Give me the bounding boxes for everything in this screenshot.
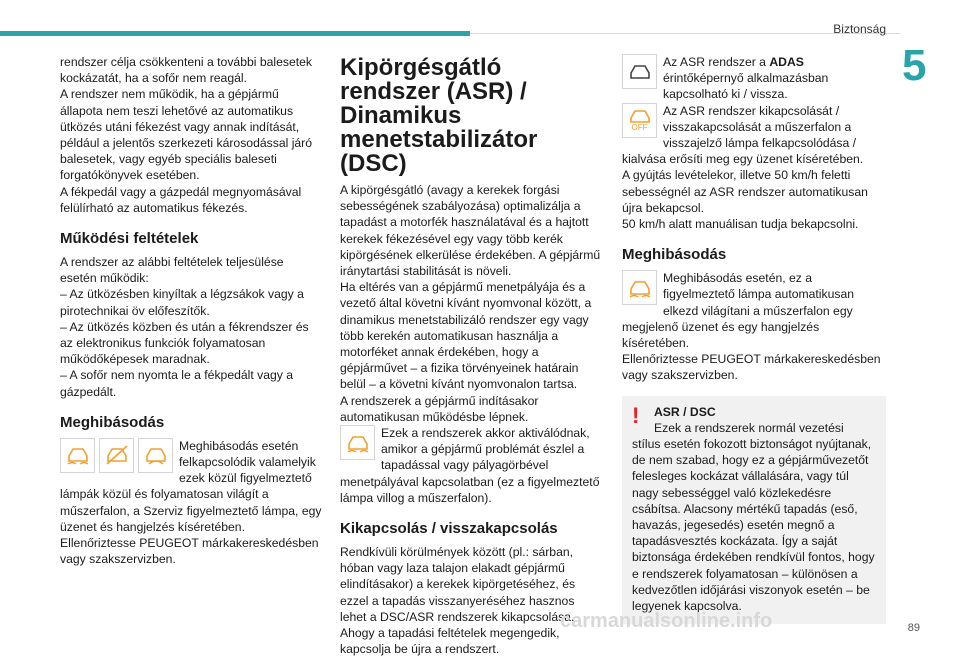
paragraph: Meghibásodás esetén felkapcsolódik valamelyik ezek közül figyelmeztető lámpák közül és folyamatosan világít a műszerfalon, a Szerviz figyelmeztető lámpa, egy üzenet és hangjelzés kíséretében. [60,438,322,534]
paragraph: A fékpedál vagy a gázpedál megnyomásával felülírható az automatikus fékezés. [60,184,302,215]
section-heading: Meghibásodás [60,413,165,431]
asr-off-icon [622,103,657,138]
section-heading: Meghibásodás [622,246,727,264]
paragraph: 50 km/h alatt manuálisan tudja bekapcsolni. [622,217,859,232]
adas-term: ADAS [769,55,804,69]
text-fragment: Az ASR rendszer a [663,55,770,69]
page-title: Kipörgésgátló rendszer (ASR) / Dinamikus menetstabilizátor (DSC) [340,54,538,177]
asr-off-fault-icon [99,438,134,473]
off-label: OFF [631,123,648,133]
warning-lamp-icons [60,438,173,473]
section-title: Biztonság [833,22,886,36]
paragraph: Ezek a rendszerek akkor aktiválódnak, amikor a gépjármű problémát észlel a tapadással vagy pályagörbével menetpályával kapcsolatban (ez a figyelmeztető lámpa villog a műszerfalon). [340,426,600,505]
paragraph: Az ASR rendszer kikapcsolását / visszakapcsolását a műszerfalon a visszajelző lámpa felkapcsolódása / kialvása erősíti meg egy üzenet kíséretében. [622,103,864,167]
list-item: – Az ütközés közben és után a fékrendszer és az elektronikus funkciók folyamatosan működőképesek maradnak. [60,319,309,367]
column-3 [622,54,886,624]
column-2 [340,54,602,657]
section-heading: Kikapcsolás / visszakapcsolás [340,520,558,538]
paragraph: A gyújtás levételekor, illetve 50 km/h feletti sebességnél az ASR rendszer automatikusan újra bekapcsol. [622,168,868,215]
paragraph: A rendszerek a gépjármű indításakor automatikusan működésbe lépnek. [340,393,539,424]
asr-active-lamp [340,425,375,460]
adas-icon-box [622,54,657,89]
warning-icon: ! [632,402,640,428]
paragraph: Meghibásodás esetén, ez a figyelmeztető lámpa automatikusan elkezd világítani a műszerfalon egy megjelenő üzenet és egy hangjelzés kíséretében. [622,271,855,351]
list-item: – Az ütközésben kinyíltak a légzsákok vagy a pirotechnikai öv előfeszítők. [60,287,304,318]
car-icon [622,54,657,89]
text-fragment: érintőképernyő alkalmazásban kapcsolható ki / vissza. [663,71,829,102]
paragraph: Ahogy a tapadási feltételek megengedik, kapcsolja be újra a rendszert. [340,626,560,657]
fault-icon-box [622,270,657,305]
watermark: carmanualsonline.info [560,610,773,632]
brake-fault-icon [138,438,173,473]
section-heading: Működési feltételek [60,230,199,248]
asr-fault-icon [622,270,657,305]
paragraph [622,54,886,103]
asr-active-icon [340,425,375,460]
chapter-number: 5 [902,41,927,90]
header-accent-bar [0,31,470,36]
paragraph: Ellenőriztesse PEUGEOT márkakereskedésben vagy szakszervizben. [60,536,319,567]
paragraph: Rendkívüli körülmények között (pl.: sárban, hóban vagy laza talajon elakadt gépjármű elindításakor) a kerekek kipörgetéséhez, és ezzel a tapadás visszanyeréséhez hasznos lehet a DSC/ASR rendszerek kikapcsolása. [340,545,576,624]
paragraph: A kipörgésgátló (avagy a kerekek forgási sebességének szabályozása) optimalizálja a tapadást a motorfék használatával és a hajtott kerekek fékezésével egy vagy több kerék kipörgésének elkerülése érdekében. A gépjármű iránytartási stabilitását is növeli. [340,183,601,279]
column-1 [60,54,322,567]
asr-fault-icon [60,438,95,473]
warning-box [622,396,886,625]
warning-text: stílus esetén fokozott biztonságot nyújtanak, de nem szabad, hogy ez a gépjárművezetőt felesleges kockázat vállalására, vagy túl nagy sebességgel való közlekedésre csábítsa. Alacsony mértékű tapadás (eső, havazás, jegesedés) esetén megnő a tapadásvesztés kockázata. Így a saját biztonsága érdekében rendkívül fontos, hogy e rendszerek folyamatosan – különösen a kedvezőtlen időjárási viszonyok esetén – be legyenek kapcsolva. [632,437,875,614]
paragraph: A rendszer az alábbi feltételek teljesülése esetén működik: [60,255,284,286]
paragraph: rendszer célja csökkenteni a további balesetek kockázatát, ha a sofőr nem reagál. [60,55,313,86]
asr-off-icon-box [622,103,657,138]
warning-title: ASR / DSC [654,404,716,419]
list-item: – A sofőr nem nyomta le a fékpedált vagy a gázpedált. [60,368,294,399]
paragraph: Ha eltérés van a gépjármű menetpályája és a vezető által követni kívánt nyomvonal között, a dinamikus menetstabilizáló rendszer egy vagy több kerekén automatikusan használja a motorféket annak érdekében, hogy a gépjárművet – a fizika törvényeinek határain belül – a követni kívánt nyomvonalon tartsa. [340,280,592,392]
paragraph: Ellenőriztesse PEUGEOT márkakereskedésben vagy szakszervizben. [622,352,881,383]
warning-text: Ezek a rendszerek normál vezetési [654,420,844,435]
paragraph: A rendszer nem működik, ha a gépjármű állapota nem teszi lehetővé az automatikus ütközés utáni fékezést vagy annak indítását, például a jelentős szerkezeti károsodással járó balesetek, vagy egyéb speciális baleseti forgatókönyvek esetében. [60,87,313,183]
page-number: 89 [907,622,920,634]
